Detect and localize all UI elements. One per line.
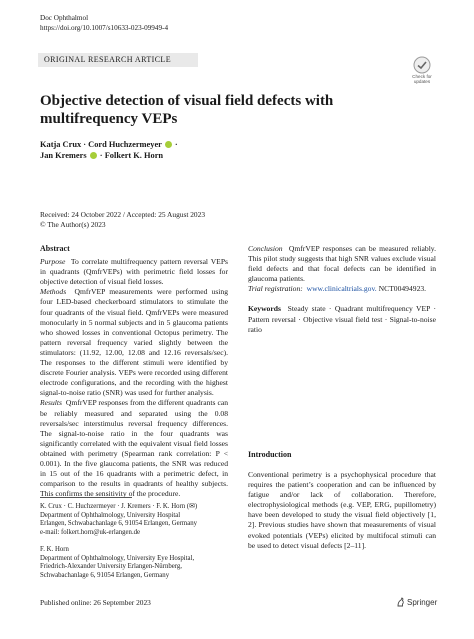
publisher-logo	[396, 597, 437, 607]
author-name[interactable]: Katja Crux	[40, 140, 82, 149]
affiliation-line: Department of Ophthalmology, University Eye Hospital,	[40, 554, 195, 562]
affiliation-authors: F. K. Horn	[40, 546, 69, 553]
conclusion-text: QmfrVEP responses can be measured reliably. This pilot study suggests that high SNR values exclude visual field defects and that focal defects can be identified in glaucoma patients.	[248, 244, 437, 284]
orcid-icon[interactable]	[165, 141, 172, 148]
journal-name: Doc Ophthalmol	[40, 14, 89, 22]
check-updates-icon	[413, 56, 431, 74]
affiliation-2	[40, 546, 230, 580]
purpose-label: Purpose	[40, 257, 66, 267]
affiliation-authors: K. Crux · C. Huchzermeyer · J. Kremers · F. K. Horn (✉)	[40, 503, 198, 510]
article-type-banner: ORIGINAL RESEARCH ARTICLE	[38, 53, 198, 67]
methods-label: Methods	[40, 287, 67, 297]
affiliation-line: Friedrich-Alexander University Erlangen-Nürnberg,	[40, 563, 182, 571]
abstract-right-column	[248, 244, 436, 335]
author-name[interactable]: Cord Huchzermeyer	[88, 140, 162, 149]
results-label: Results	[40, 398, 62, 408]
affiliation-1	[40, 503, 230, 537]
orcid-icon[interactable]	[90, 152, 97, 159]
publisher-name: Springer	[407, 598, 438, 607]
abstract-left-column	[40, 244, 228, 499]
corresponding-email[interactable]: e-mail: folkert.horn@uk-erlangen.de	[40, 528, 141, 536]
author-list: Katja Crux · Cord Huchzermeyer · Jan Kremers · Folkert K. Horn	[40, 140, 178, 160]
introduction-text: Conventional perimetry is a psychophysical procedure that requires the patient’s cooperation and can be influenced by fatigue and/or lack of collaboration. Therefore, electrophysiological methods (e.g. VEP, ERG, pupillometry) have been developed to study the visual field objectively [1, 2]. Previous studies have shown that measurements of visual evoked potentials (VEPs) elicited by multifocal stimuli can be used to detect visual defects [2–11].	[248, 470, 436, 550]
affiliation-line: Schwabachanlage 6, 91054 Erlangen, Germany	[40, 571, 170, 579]
abstract-purpose	[40, 257, 228, 287]
abstract-methods	[40, 287, 228, 398]
conclusion-label: Conclusion	[248, 244, 283, 253]
clinicaltrials-link[interactable]: www.clinicaltrials.gov.	[306, 284, 377, 294]
introduction-heading: Introduction	[248, 450, 292, 459]
check-for-updates-badge[interactable]	[407, 56, 437, 84]
author-name[interactable]: Jan Kremers	[40, 151, 87, 160]
published-date: Published online: 26 September 2023	[40, 598, 151, 607]
keywords-text: Steady state · Quadrant multifrequency VEP · Pattern reversal · Objective visual field test · Signal-to-noise ratio	[248, 304, 436, 334]
received-accepted-dates: Received: 24 October 2022 / Accepted: 25 August 2023	[40, 210, 206, 219]
keywords	[248, 304, 436, 334]
footnote-divider	[40, 497, 132, 498]
author-name[interactable]: Folkert K. Horn	[104, 151, 164, 160]
trial-registration	[248, 284, 436, 294]
trial-id: NCT00494923.	[378, 284, 427, 294]
keywords-label: Keywords	[248, 304, 281, 314]
affiliation-line: Erlangen, Schwabachanlage 6, 91054 Erlangen, Germany	[40, 520, 198, 528]
article-title: Objective detection of visual field defects with multifrequency VEPs	[40, 93, 334, 127]
article-dates	[40, 210, 300, 229]
doi-link[interactable]: https://doi.org/10.1007/s10633-023-09949-4	[40, 24, 169, 32]
springer-horse-icon	[396, 597, 405, 607]
copyright-notice: © The Author(s) 2023	[40, 219, 106, 229]
purpose-text: To correlate multifrequency pattern reversal VEPs in quadrants (QmfrVEPs) with perimetric field losses for objective detection of visual field losses.	[40, 257, 229, 287]
check-updates-label: Check for updates	[412, 74, 432, 84]
affiliation-line: Department of Ophthalmology, University Hospital	[40, 511, 181, 519]
abstract-heading: Abstract	[40, 244, 70, 253]
abstract-results	[40, 398, 228, 499]
methods-text: QmfrVEP measurements were performed using four LED-based checkerboard stimulators to stimulate the four quadrants of the visual field. QmfrVEPs were measured monocularly in 5 normal subjects and in 5 glaucoma patients who showed losses in conventional Octopus perimetry. The pattern reversal frequency varied slightly between the stimulators: (11.92, 12.00, 12.08 and 12.16 reversals/sec). The responses to the different stimuli were identified by discrete Fourier analysis. VEPs were recorded using different electrode configurations, and the recording with the highest signal-to-noise ratio (SNR) was used for further analysis.	[40, 287, 228, 398]
results-text: QmfrVEP responses from the different quadrants can be reliably measured and separated using the 0.08 reversals/sec interstimulus reversal frequency differences. The signal-to-noise ratio in the four quadrants was significantly correlated with the equivalent visual field losses obtained with perimetry (Spearman rank correlation: P < 0.001). In the five glaucoma patients, the SNR was reduced in 15 out of the 16 quadrants with a perimetric defect, in comparison to the results in quadrants of healthy subjects. This confirms the sensitivity of the procedure.	[40, 398, 229, 499]
trial-label: Trial registration:	[248, 284, 303, 294]
abstract-conclusion	[248, 244, 436, 284]
